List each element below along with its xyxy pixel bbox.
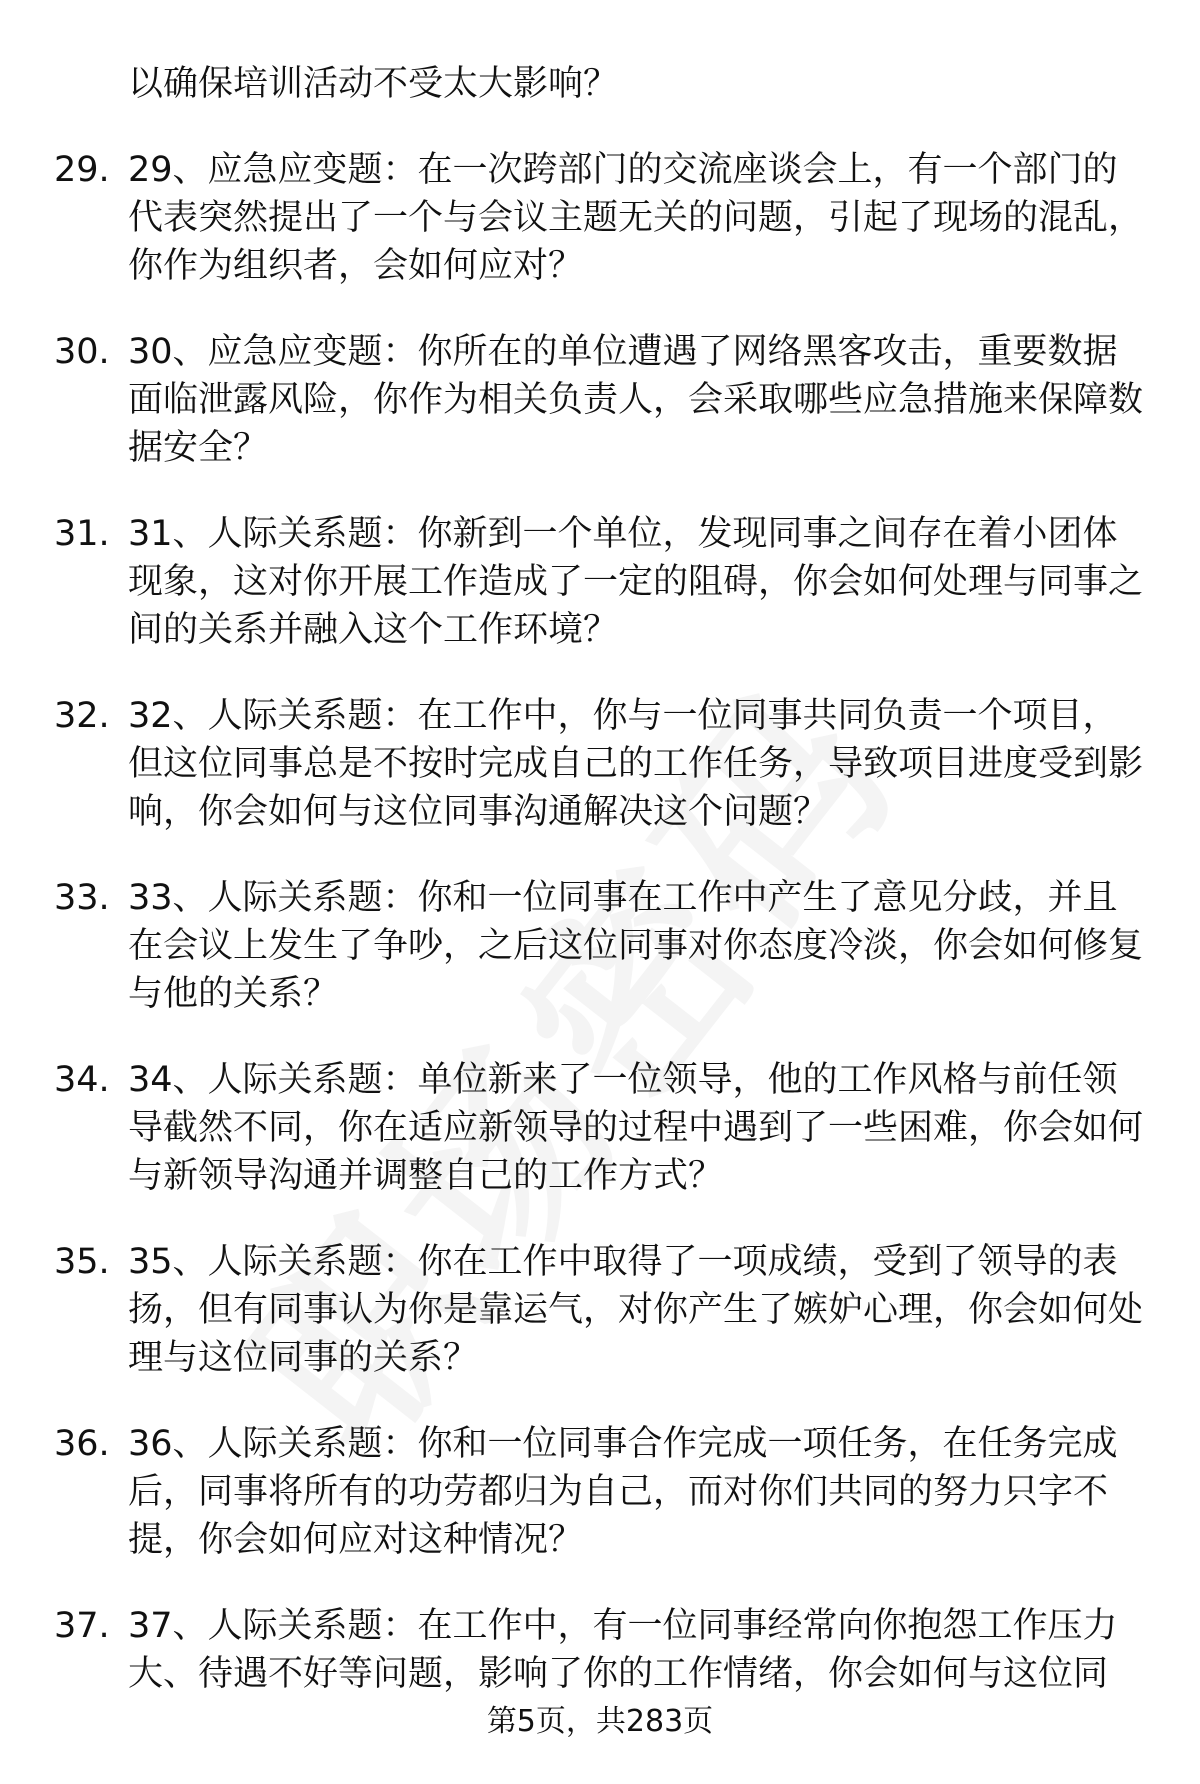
item-number: 31. — [54, 514, 110, 554]
page-footer: 第5页，共283页 — [486, 1704, 714, 1739]
item-number: 33. — [54, 878, 110, 918]
list-item — [0, 874, 1200, 1056]
item-text: 34、人际关系题：单位新来了一位领导，他的工作风格与前任领导截然不同，你在适应新领导的过程中遇到了一些困难，你会如何与新领导沟通并调整自己的工作方式？ — [128, 1060, 1144, 1196]
question-list — [0, 146, 1200, 1784]
list-item — [0, 692, 1200, 874]
item-number: 29. — [54, 150, 110, 190]
list-item — [0, 146, 1200, 328]
list-item — [0, 1238, 1200, 1420]
item-number: 37. — [54, 1606, 110, 1646]
item-text: 37、人际关系题：在工作中，有一位同事经常向你抱怨工作压力大、待遇不好等问题，影响了你的工作情绪，你会如何与这位同 — [128, 1606, 1118, 1694]
list-item — [0, 1056, 1200, 1238]
continuation-text: 以确保培训活动不受太大影响？ — [128, 64, 619, 104]
item-number: 35. — [54, 1242, 110, 1282]
item-text: 36、人际关系题：你和一位同事合作完成一项任务，在任务完成后，同事将所有的功劳都归为自己，而对你们共同的努力只字不提，你会如何应对这种情况？ — [128, 1424, 1118, 1560]
item-text: 30、应急应变题：你所在的单位遭遇了网络黑客攻击，重要数据面临泄露风险，你作为相关负责人，会采取哪些应急措施来保障数据安全？ — [128, 332, 1144, 468]
list-item — [0, 1420, 1200, 1602]
list-item — [0, 328, 1200, 510]
list-item — [0, 510, 1200, 692]
item-text: 31、人际关系题：你新到一个单位，发现同事之间存在着小团体现象，这对你开展工作造成了一定的阻碍，你会如何处理与同事之间的关系并融入这个工作环境？ — [128, 514, 1144, 650]
item-number: 30. — [54, 332, 110, 372]
item-number: 34. — [54, 1060, 110, 1100]
item-number: 32. — [54, 696, 110, 736]
item-text: 29、应急应变题：在一次跨部门的交流座谈会上，有一个部门的代表突然提出了一个与会议主题无关的问题，引起了现场的混乱，你作为组织者，会如何应对？ — [128, 150, 1144, 286]
item-text: 32、人际关系题：在工作中，你与一位同事共同负责一个项目，但这位同事总是不按时完成自己的工作任务，导致项目进度受到影响，你会如何与这位同事沟通解决这个问题？ — [128, 696, 1144, 832]
item-number: 36. — [54, 1424, 110, 1464]
item-text: 35、人际关系题：你在工作中取得了一项成绩，受到了领导的表扬，但有同事认为你是靠运气，对你产生了嫉妒心理，你会如何处理与这位同事的关系？ — [128, 1242, 1144, 1378]
list-item — [0, 1602, 1200, 1784]
item-text: 33、人际关系题：你和一位同事在工作中产生了意见分歧，并且在会议上发生了争吵，之后这位同事对你态度冷淡，你会如何修复与他的关系？ — [128, 878, 1144, 1014]
